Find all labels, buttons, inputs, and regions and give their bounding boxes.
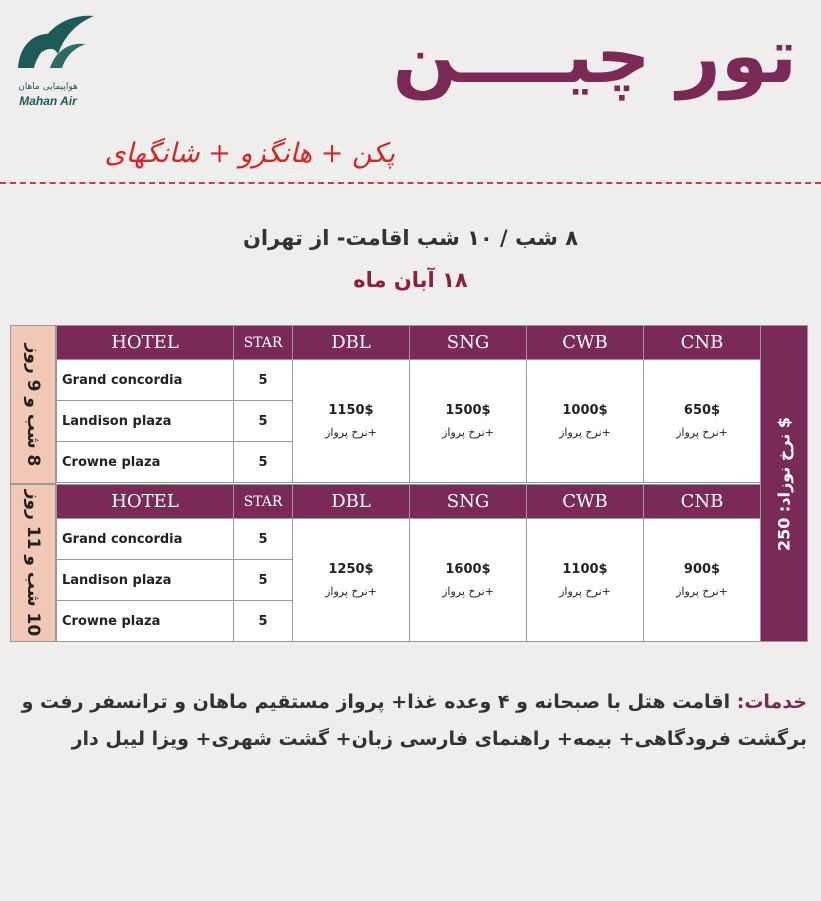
header-star: STAR (234, 326, 293, 360)
header-sng: SNG (410, 485, 527, 519)
hotel-star: 5 (234, 519, 293, 560)
cities-subtitle: پکن + هانگزو + شانگهای (104, 138, 395, 169)
price-value: 1600$ (445, 562, 491, 577)
table-row (57, 360, 761, 401)
header-sng: SNG (410, 326, 527, 360)
price-note: +نرخ پرواز (442, 426, 494, 439)
price-note: +نرخ پرواز (676, 585, 728, 598)
infant-rate-box (760, 325, 808, 642)
hotel-name: Landison plaza (57, 560, 234, 601)
price-note: +نرخ پرواز (325, 426, 377, 439)
dashed-divider (0, 182, 821, 184)
hotel-star: 5 (234, 401, 293, 442)
price-note: +نرخ پرواز (442, 585, 494, 598)
price-note: +نرخ پرواز (559, 426, 611, 439)
price-value: 1000$ (562, 403, 608, 418)
price-value: 1250$ (328, 562, 374, 577)
price-value: 1100$ (562, 562, 608, 577)
price-note: +نرخ پرواز (676, 426, 728, 439)
table-header-row (57, 326, 761, 360)
hotel-name: Crowne plaza (57, 601, 234, 642)
price-value: 900$ (683, 562, 721, 577)
block-2-duration-text: 10 شب و 11 روز (23, 489, 43, 637)
services-label: خدمات: (736, 691, 807, 713)
header-dbl: DBL (293, 485, 410, 519)
price-note: +نرخ پرواز (559, 585, 611, 598)
services-text: اقامت هتل با صبحانه و ۴ وعده غذا+ پرواز مستقیم ماهان و ترانسفر رفت و برگشت فرودگاهی+ بیمه+ راهنمای فارسی زبان+ گشت شهری+ ویزا لیبل دار (21, 691, 807, 751)
price-value: 1150$ (328, 403, 374, 418)
price-sng (410, 360, 527, 483)
price-cnb (644, 360, 761, 483)
table-row (57, 519, 761, 560)
logo-persian-text: هواپیمایی ماهان (18, 82, 78, 92)
header-cnb: CNB (644, 326, 761, 360)
price-dbl (293, 519, 410, 642)
departure-date: ۱۸ آبان ماه (353, 268, 468, 292)
price-value: 650$ (683, 403, 721, 418)
price-sng (410, 519, 527, 642)
price-table-block-1 (56, 325, 761, 483)
header-star: STAR (234, 485, 293, 519)
table-header-row (57, 485, 761, 519)
price-note: +نرخ پرواز (325, 585, 377, 598)
price-cnb (644, 519, 761, 642)
hotel-star: 5 (234, 601, 293, 642)
hotel-name: Grand concordia (57, 360, 234, 401)
header-dbl: DBL (293, 326, 410, 360)
header-hotel: HOTEL (57, 485, 234, 519)
duration-line: ۸ شب / ۱۰ شب اقامت- از تهران (242, 226, 579, 250)
block-2-duration-label (10, 484, 56, 642)
hotel-star: 5 (234, 442, 293, 483)
logo-english-text: Mahan Air (19, 94, 77, 108)
hotel-star: 5 (234, 360, 293, 401)
price-dbl (293, 360, 410, 483)
infant-rate-text: نرخ نوزاد: 250 $ (774, 416, 794, 551)
header-cnb: CNB (644, 485, 761, 519)
header-cwb: CWB (527, 485, 644, 519)
hotel-name: Landison plaza (57, 401, 234, 442)
hotel-star: 5 (234, 560, 293, 601)
hotel-name: Grand concordia (57, 519, 234, 560)
header-cwb: CWB (527, 326, 644, 360)
price-cwb (527, 519, 644, 642)
header-hotel: HOTEL (57, 326, 234, 360)
hotel-name: Crowne plaza (57, 442, 234, 483)
page-title: تور چیــــن (392, 11, 797, 100)
mahan-air-emblem-icon (10, 6, 96, 86)
block-1-duration-text: 8 شب و 9 روز (23, 343, 43, 466)
price-table-block-2 (56, 484, 761, 642)
block-1-duration-label (10, 325, 56, 484)
price-cwb (527, 360, 644, 483)
services-paragraph (17, 684, 807, 758)
price-value: 1500$ (445, 403, 491, 418)
